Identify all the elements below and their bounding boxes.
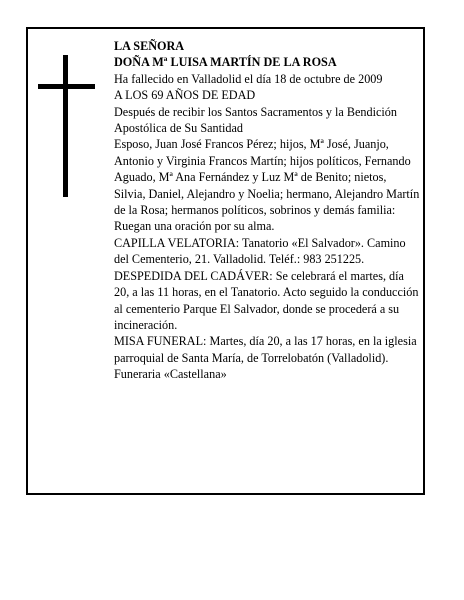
family-list: Esposo, Juan José Francos Pérez; hijos, Mª José, Juanjo, Antonio y Virginia Francos Martín; hijos políticos, Fernando Aguado, Mª Ana Fernández y Luz Mª de Benito; nietos, Silvia, Daniel, Alejandro y Noelia; hermano, Alejandro Martín de la Rosa; hermanos políticos, sobrinos y demás familia:	[114, 137, 420, 218]
prayer-line: Ruegan una oración por su alma.	[114, 219, 275, 234]
farewell-info: DESPEDIDA DEL CADÁVER: Se celebrará el martes, día 20, a las 11 horas, en el Tanatorio. Acto seguido la conducción al cementerio Parque El Salvador, donde se procederá a su incineración.	[114, 268, 419, 332]
sacraments-line: Después de recibir los Santos Sacramentos y la Bendición Apostólica de Su Santidad	[114, 104, 397, 136]
chapel-info: CAPILLA VELATORIA: Tanatorio «El Salvador». Camino del Cementerio, 21. Valladolid. Teléf.: 983 251225.	[114, 235, 406, 267]
death-line: Ha fallecido en Valladolid el día 18 de octubre de 2009	[114, 71, 383, 86]
age-line: A LOS 69 AÑOS DE EDAD	[114, 88, 256, 103]
mass-info: MISA FUNERAL: Martes, día 20, a las 17 horas, en la iglesia parroquial de Santa María, de Torrelobatón (Valladolid).	[114, 334, 417, 365]
notice-title: LA SEÑORA	[114, 39, 185, 53]
funeral-home: Funeraria «Castellana»	[114, 367, 227, 382]
deceased-name: DOÑA Mª LUISA MARTÍN DE LA ROSA	[114, 55, 337, 70]
cross-icon	[63, 55, 68, 197]
notice-text	[114, 38, 420, 383]
cross-icon-bar	[38, 84, 95, 89]
